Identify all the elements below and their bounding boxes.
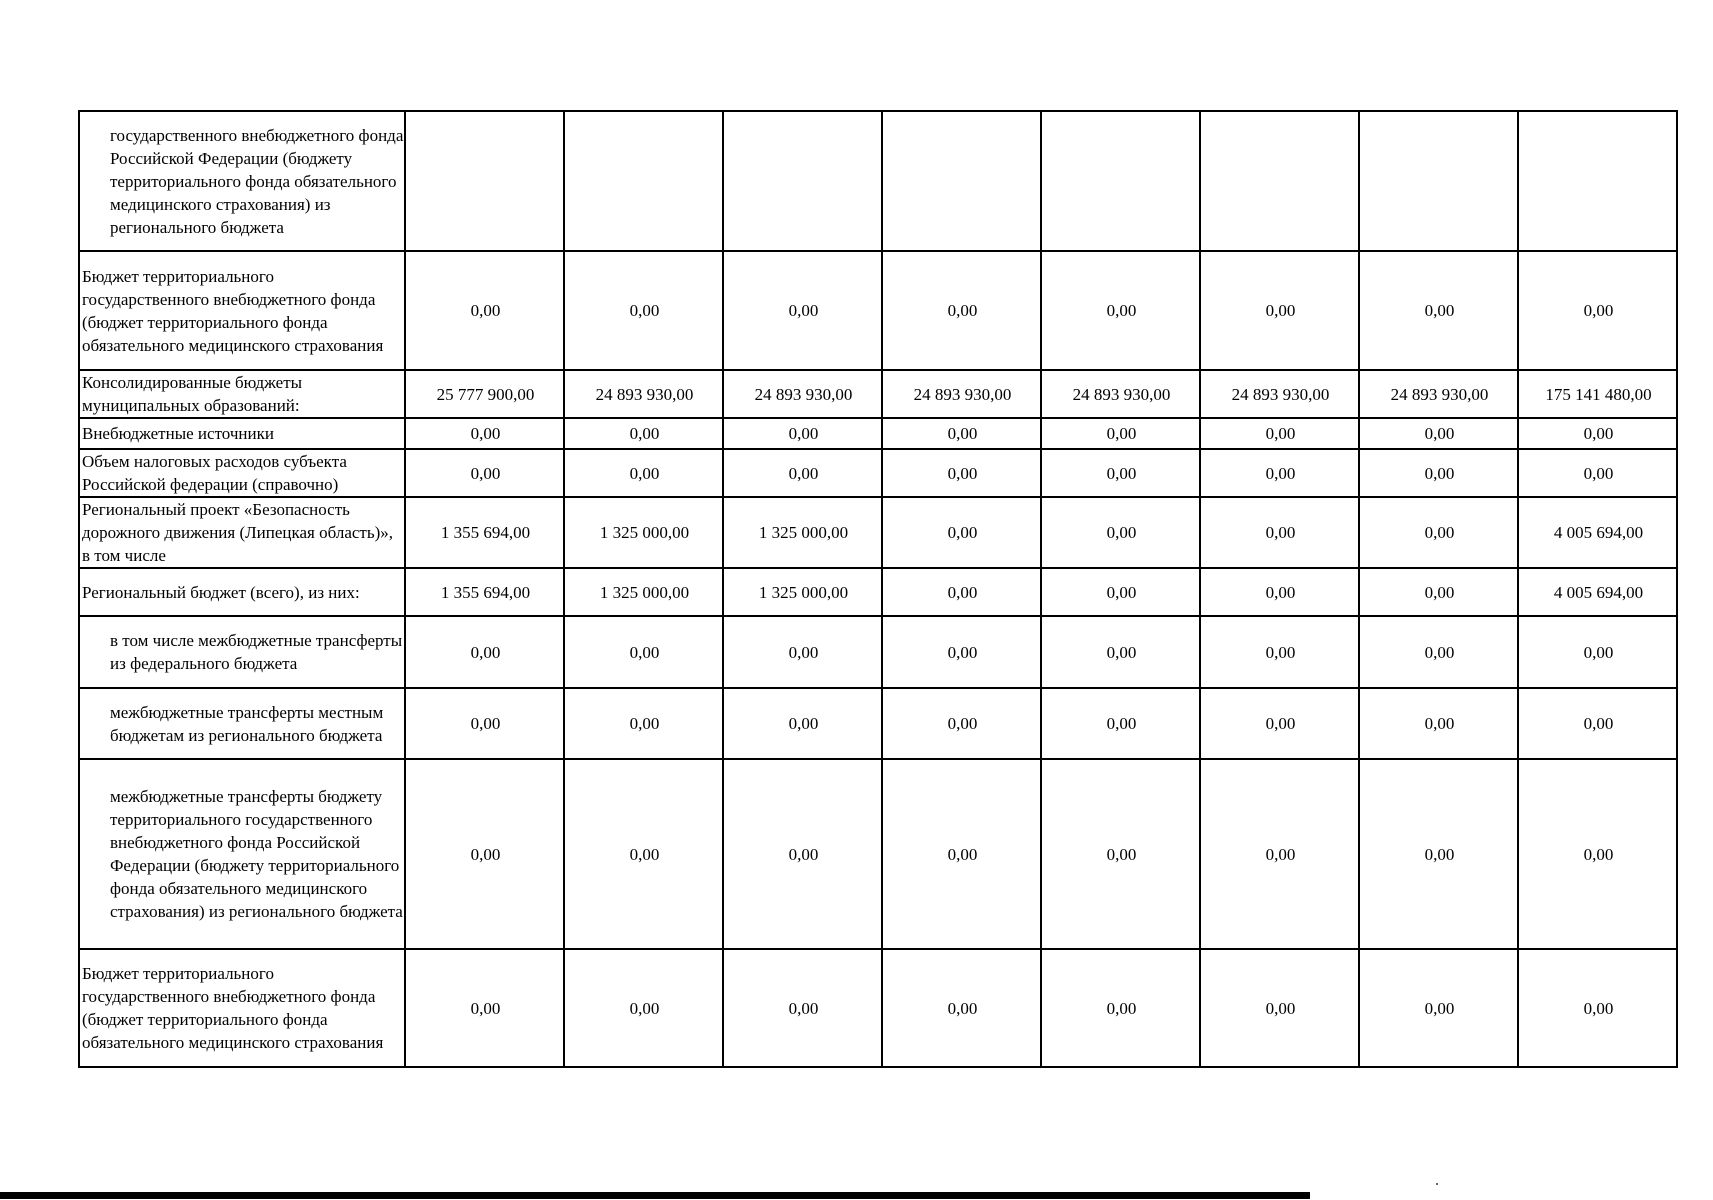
- amount-cell: 0,00: [723, 949, 882, 1067]
- amount-cell: 0,00: [1518, 616, 1677, 688]
- amount-cell: 0,00: [882, 616, 1041, 688]
- amount-cell: 0,00: [1041, 449, 1200, 497]
- table-row: [79, 251, 1677, 370]
- amount-cell: 0,00: [564, 251, 723, 370]
- amount-cell: 24 893 930,00: [1200, 370, 1359, 418]
- row-label: государственного внебюджетного фонда Российской Федерации (бюджету территориального фонда обязательного медицинского страхования) из регионального бюджета: [79, 111, 405, 251]
- amount-cell: 0,00: [405, 616, 564, 688]
- amount-cell: 1 355 694,00: [405, 497, 564, 568]
- row-label: в том числе межбюджетные трансферты из федерального бюджета: [79, 616, 405, 688]
- table-row: [79, 568, 1677, 616]
- amount-cell: 24 893 930,00: [882, 370, 1041, 418]
- row-label: Региональный проект «Безопасность дорожного движения (Липецкая область)», в том числе: [79, 497, 405, 568]
- row-label: Внебюджетные источники: [79, 418, 405, 449]
- amount-cell: 25 777 900,00: [405, 370, 564, 418]
- amount-cell: 0,00: [1041, 568, 1200, 616]
- row-label: Региональный бюджет (всего), из них:: [79, 568, 405, 616]
- amount-cell: 1 325 000,00: [564, 497, 723, 568]
- amount-cell: 0,00: [405, 688, 564, 759]
- amount-cell: [1200, 111, 1359, 251]
- table-row: [79, 616, 1677, 688]
- budget-table: [78, 110, 1678, 1068]
- budget-table-body: [79, 111, 1677, 1067]
- amount-cell: 0,00: [405, 949, 564, 1067]
- row-label: Консолидированные бюджеты муниципальных образований:: [79, 370, 405, 418]
- amount-cell: 24 893 930,00: [1041, 370, 1200, 418]
- amount-cell: 175 141 480,00: [1518, 370, 1677, 418]
- amount-cell: 0,00: [1041, 616, 1200, 688]
- scan-speck: [1436, 1183, 1438, 1185]
- amount-cell: 0,00: [1200, 251, 1359, 370]
- row-label: Бюджет территориального государственного внебюджетного фонда (бюджет территориального фонда обязательного медицинского страхования: [79, 251, 405, 370]
- amount-cell: [882, 111, 1041, 251]
- amount-cell: 0,00: [882, 497, 1041, 568]
- amount-cell: 0,00: [882, 688, 1041, 759]
- row-label: Бюджет территориального государственного внебюджетного фонда (бюджет территориального фонда обязательного медицинского страхования: [79, 949, 405, 1067]
- amount-cell: [1518, 111, 1677, 251]
- amount-cell: 0,00: [723, 688, 882, 759]
- amount-cell: 0,00: [882, 418, 1041, 449]
- amount-cell: 0,00: [882, 759, 1041, 949]
- amount-cell: 0,00: [1200, 688, 1359, 759]
- amount-cell: 0,00: [564, 418, 723, 449]
- amount-cell: 0,00: [1200, 759, 1359, 949]
- amount-cell: 0,00: [1359, 616, 1518, 688]
- amount-cell: 0,00: [1518, 418, 1677, 449]
- amount-cell: 0,00: [1200, 568, 1359, 616]
- amount-cell: [723, 111, 882, 251]
- amount-cell: 0,00: [1518, 949, 1677, 1067]
- amount-cell: 0,00: [1200, 449, 1359, 497]
- amount-cell: 4 005 694,00: [1518, 568, 1677, 616]
- amount-cell: 0,00: [1359, 449, 1518, 497]
- amount-cell: 1 355 694,00: [405, 568, 564, 616]
- amount-cell: 0,00: [1200, 497, 1359, 568]
- amount-cell: 0,00: [723, 418, 882, 449]
- amount-cell: 0,00: [723, 759, 882, 949]
- amount-cell: 0,00: [1518, 688, 1677, 759]
- scan-edge-bar: [0, 1192, 1310, 1199]
- amount-cell: 0,00: [1200, 616, 1359, 688]
- amount-cell: 0,00: [564, 949, 723, 1067]
- table-row: [79, 370, 1677, 418]
- amount-cell: 1 325 000,00: [723, 497, 882, 568]
- amount-cell: 0,00: [564, 449, 723, 497]
- row-label: Объем налоговых расходов субъекта Российской федерации (справочно): [79, 449, 405, 497]
- amount-cell: 0,00: [1041, 418, 1200, 449]
- amount-cell: 0,00: [1359, 497, 1518, 568]
- table-row: [79, 418, 1677, 449]
- amount-cell: 0,00: [882, 949, 1041, 1067]
- amount-cell: 0,00: [1200, 949, 1359, 1067]
- amount-cell: 0,00: [564, 616, 723, 688]
- amount-cell: 24 893 930,00: [564, 370, 723, 418]
- table-row: [79, 949, 1677, 1067]
- amount-cell: 24 893 930,00: [1359, 370, 1518, 418]
- amount-cell: [1359, 111, 1518, 251]
- amount-cell: 24 893 930,00: [723, 370, 882, 418]
- amount-cell: 0,00: [405, 449, 564, 497]
- amount-cell: 0,00: [1518, 449, 1677, 497]
- table-row: [79, 449, 1677, 497]
- amount-cell: 0,00: [723, 449, 882, 497]
- amount-cell: 0,00: [1359, 418, 1518, 449]
- amount-cell: 0,00: [1359, 568, 1518, 616]
- amount-cell: 0,00: [1041, 688, 1200, 759]
- amount-cell: [405, 111, 564, 251]
- table-row: [79, 688, 1677, 759]
- amount-cell: 1 325 000,00: [723, 568, 882, 616]
- amount-cell: 0,00: [1041, 759, 1200, 949]
- amount-cell: 4 005 694,00: [1518, 497, 1677, 568]
- amount-cell: 0,00: [723, 251, 882, 370]
- amount-cell: 0,00: [1041, 497, 1200, 568]
- amount-cell: 0,00: [882, 449, 1041, 497]
- amount-cell: 0,00: [1518, 759, 1677, 949]
- amount-cell: 0,00: [1041, 949, 1200, 1067]
- amount-cell: 0,00: [564, 759, 723, 949]
- amount-cell: 0,00: [1359, 759, 1518, 949]
- amount-cell: 0,00: [1200, 418, 1359, 449]
- amount-cell: [1041, 111, 1200, 251]
- amount-cell: [564, 111, 723, 251]
- amount-cell: 0,00: [405, 418, 564, 449]
- table-row: [79, 497, 1677, 568]
- amount-cell: 0,00: [405, 759, 564, 949]
- amount-cell: 0,00: [1518, 251, 1677, 370]
- table-row: [79, 759, 1677, 949]
- amount-cell: 0,00: [1359, 949, 1518, 1067]
- amount-cell: 0,00: [1041, 251, 1200, 370]
- row-label: межбюджетные трансферты местным бюджетам из регионального бюджета: [79, 688, 405, 759]
- amount-cell: 0,00: [882, 251, 1041, 370]
- amount-cell: 0,00: [723, 616, 882, 688]
- amount-cell: 0,00: [564, 688, 723, 759]
- amount-cell: 0,00: [1359, 688, 1518, 759]
- amount-cell: 0,00: [882, 568, 1041, 616]
- amount-cell: 0,00: [1359, 251, 1518, 370]
- amount-cell: 1 325 000,00: [564, 568, 723, 616]
- amount-cell: 0,00: [405, 251, 564, 370]
- table-row: [79, 111, 1677, 251]
- row-label: межбюджетные трансферты бюджету территориального государственного внебюджетного фонда Российской Федерации (бюджету территориального фонда обязательного медицинского страхования) из регионального бюджета: [79, 759, 405, 949]
